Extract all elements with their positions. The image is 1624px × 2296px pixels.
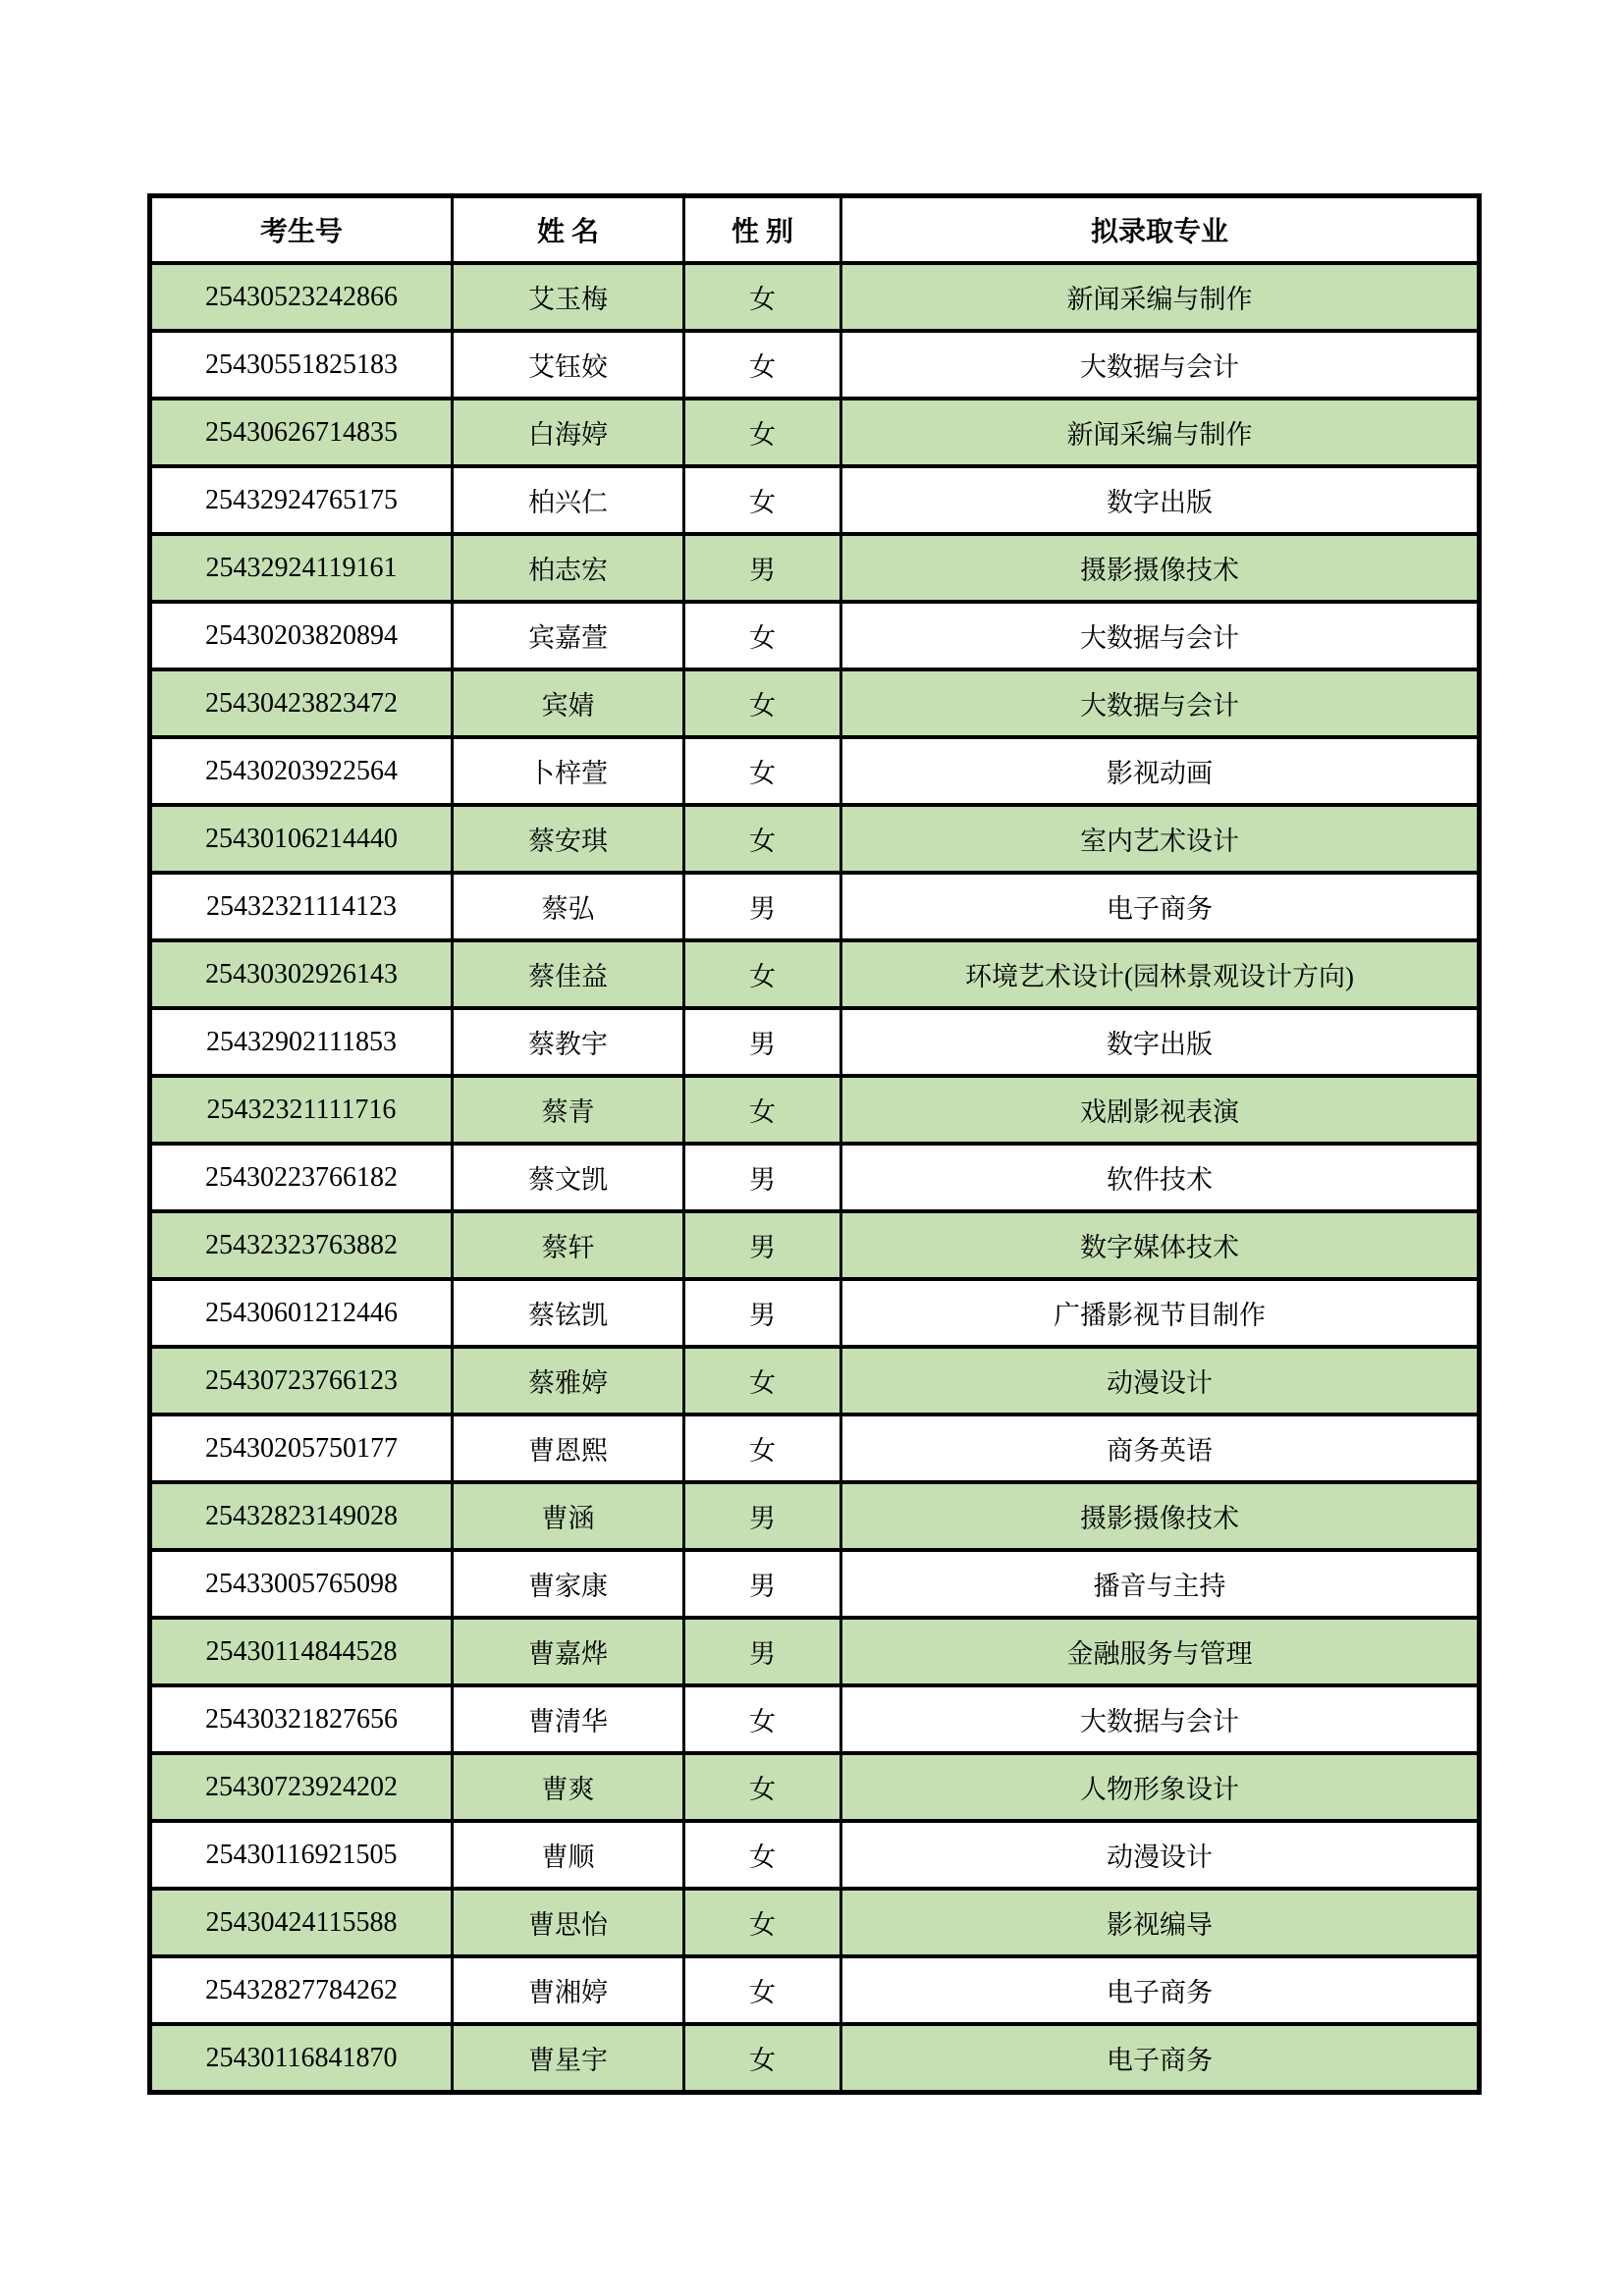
- name-cell: 白海婷: [453, 399, 684, 466]
- table-row: [150, 1889, 1480, 1956]
- major-cell: 环境艺术设计(园林景观设计方向): [841, 940, 1480, 1008]
- table-row: [150, 1076, 1480, 1144]
- table-row: [150, 2024, 1480, 2093]
- exam-no-cell: 25430551825183: [150, 331, 453, 399]
- major-cell: 新闻采编与制作: [841, 263, 1480, 331]
- name-cell: 蔡教宇: [453, 1008, 684, 1076]
- exam-no-cell: 25430205750177: [150, 1415, 453, 1482]
- name-cell: 蔡铉凯: [453, 1279, 684, 1347]
- major-cell: 大数据与会计: [841, 602, 1480, 669]
- roster-body: [150, 263, 1480, 2093]
- table-row: [150, 466, 1480, 534]
- gender-cell: 女: [684, 2024, 841, 2093]
- gender-cell: 女: [684, 1889, 841, 1956]
- table-row: [150, 737, 1480, 805]
- exam-no-cell: 25430116841870: [150, 2024, 453, 2093]
- exam-no-cell: 25430523242866: [150, 263, 453, 331]
- exam-no-cell: 25432827784262: [150, 1956, 453, 2024]
- exam-no-cell: 25430106214440: [150, 805, 453, 873]
- name-cell: 曹恩熙: [453, 1415, 684, 1482]
- table-row: [150, 1550, 1480, 1618]
- gender-cell: 女: [684, 263, 841, 331]
- exam-no-cell: 25430114844528: [150, 1618, 453, 1685]
- table-row: [150, 805, 1480, 873]
- name-cell: 柏志宏: [453, 534, 684, 602]
- table-row: [150, 1482, 1480, 1550]
- exam-no-cell: 25430626714835: [150, 399, 453, 466]
- table-row: [150, 399, 1480, 466]
- column-header-gender: 性 别: [684, 196, 841, 264]
- table-row: [150, 1685, 1480, 1753]
- name-cell: 曹清华: [453, 1685, 684, 1753]
- exam-no-cell: 25432924765175: [150, 466, 453, 534]
- table-row: [150, 263, 1480, 331]
- header-row: [150, 196, 1480, 264]
- gender-cell: 男: [684, 1211, 841, 1279]
- name-cell: 艾钰姣: [453, 331, 684, 399]
- exam-no-cell: 25432902111853: [150, 1008, 453, 1076]
- gender-cell: 女: [684, 1821, 841, 1889]
- major-cell: 播音与主持: [841, 1550, 1480, 1618]
- gender-cell: 女: [684, 399, 841, 466]
- name-cell: 曹涵: [453, 1482, 684, 1550]
- table-row: [150, 1211, 1480, 1279]
- exam-no-cell: 25430723924202: [150, 1753, 453, 1821]
- major-cell: 动漫设计: [841, 1347, 1480, 1415]
- name-cell: 柏兴仁: [453, 466, 684, 534]
- table-row: [150, 534, 1480, 602]
- table-row: [150, 1821, 1480, 1889]
- column-header-major: 拟录取专业: [841, 196, 1480, 264]
- column-header-name: 姓 名: [453, 196, 684, 264]
- name-cell: 曹嘉烨: [453, 1618, 684, 1685]
- table-row: [150, 331, 1480, 399]
- major-cell: 数字媒体技术: [841, 1211, 1480, 1279]
- major-cell: 大数据与会计: [841, 331, 1480, 399]
- name-cell: 蔡安琪: [453, 805, 684, 873]
- gender-cell: 女: [684, 737, 841, 805]
- exam-no-cell: 25433005765098: [150, 1550, 453, 1618]
- name-cell: 蔡雅婷: [453, 1347, 684, 1415]
- major-cell: 大数据与会计: [841, 669, 1480, 737]
- major-cell: 戏剧影视表演: [841, 1076, 1480, 1144]
- gender-cell: 女: [684, 1753, 841, 1821]
- name-cell: 曹爽: [453, 1753, 684, 1821]
- exam-no-cell: 25430423823472: [150, 669, 453, 737]
- gender-cell: 男: [684, 873, 841, 940]
- major-cell: 摄影摄像技术: [841, 534, 1480, 602]
- name-cell: 宾嘉萱: [453, 602, 684, 669]
- name-cell: 蔡弘: [453, 873, 684, 940]
- name-cell: 曹星宇: [453, 2024, 684, 2093]
- gender-cell: 女: [684, 940, 841, 1008]
- major-cell: 金融服务与管理: [841, 1618, 1480, 1685]
- gender-cell: 女: [684, 669, 841, 737]
- name-cell: 曹顺: [453, 1821, 684, 1889]
- gender-cell: 女: [684, 1347, 841, 1415]
- name-cell: 蔡佳益: [453, 940, 684, 1008]
- table-row: [150, 1347, 1480, 1415]
- admission-roster-table: [147, 193, 1482, 2095]
- gender-cell: 男: [684, 1550, 841, 1618]
- exam-no-cell: 25430601212446: [150, 1279, 453, 1347]
- name-cell: 曹湘婷: [453, 1956, 684, 2024]
- table-row: [150, 1008, 1480, 1076]
- gender-cell: 男: [684, 1482, 841, 1550]
- column-header-exam-no: 考生号: [150, 196, 453, 264]
- major-cell: 影视编导: [841, 1889, 1480, 1956]
- exam-no-cell: 25430302926143: [150, 940, 453, 1008]
- gender-cell: 女: [684, 1076, 841, 1144]
- exam-no-cell: 25432823149028: [150, 1482, 453, 1550]
- exam-no-cell: 25430321827656: [150, 1685, 453, 1753]
- gender-cell: 女: [684, 805, 841, 873]
- table-row: [150, 1144, 1480, 1211]
- major-cell: 影视动画: [841, 737, 1480, 805]
- exam-no-cell: 25432924119161: [150, 534, 453, 602]
- major-cell: 室内艺术设计: [841, 805, 1480, 873]
- exam-no-cell: 25432321111716: [150, 1076, 453, 1144]
- gender-cell: 女: [684, 1956, 841, 2024]
- major-cell: 大数据与会计: [841, 1685, 1480, 1753]
- table-row: [150, 1279, 1480, 1347]
- exam-no-cell: 25430723766123: [150, 1347, 453, 1415]
- exam-no-cell: 25430424115588: [150, 1889, 453, 1956]
- major-cell: 动漫设计: [841, 1821, 1480, 1889]
- major-cell: 电子商务: [841, 873, 1480, 940]
- table-row: [150, 1956, 1480, 2024]
- name-cell: 曹家康: [453, 1550, 684, 1618]
- gender-cell: 女: [684, 331, 841, 399]
- exam-no-cell: 25430203820894: [150, 602, 453, 669]
- name-cell: 蔡文凯: [453, 1144, 684, 1211]
- name-cell: 蔡青: [453, 1076, 684, 1144]
- major-cell: 摄影摄像技术: [841, 1482, 1480, 1550]
- exam-no-cell: 25432321114123: [150, 873, 453, 940]
- major-cell: 新闻采编与制作: [841, 399, 1480, 466]
- major-cell: 软件技术: [841, 1144, 1480, 1211]
- name-cell: 曹思怡: [453, 1889, 684, 1956]
- major-cell: 数字出版: [841, 466, 1480, 534]
- major-cell: 人物形象设计: [841, 1753, 1480, 1821]
- gender-cell: 男: [684, 1008, 841, 1076]
- name-cell: 宾婧: [453, 669, 684, 737]
- table-row: [150, 1753, 1480, 1821]
- major-cell: 商务英语: [841, 1415, 1480, 1482]
- exam-no-cell: 25430223766182: [150, 1144, 453, 1211]
- major-cell: 广播影视节目制作: [841, 1279, 1480, 1347]
- name-cell: 卜梓萱: [453, 737, 684, 805]
- name-cell: 艾玉梅: [453, 263, 684, 331]
- table-row: [150, 873, 1480, 940]
- major-cell: 电子商务: [841, 1956, 1480, 2024]
- major-cell: 电子商务: [841, 2024, 1480, 2093]
- gender-cell: 女: [684, 1415, 841, 1482]
- exam-no-cell: 25430116921505: [150, 1821, 453, 1889]
- exam-no-cell: 25430203922564: [150, 737, 453, 805]
- gender-cell: 男: [684, 1279, 841, 1347]
- table-row: [150, 1415, 1480, 1482]
- table-row: [150, 602, 1480, 669]
- gender-cell: 男: [684, 534, 841, 602]
- gender-cell: 男: [684, 1144, 841, 1211]
- major-cell: 数字出版: [841, 1008, 1480, 1076]
- gender-cell: 男: [684, 1618, 841, 1685]
- name-cell: 蔡轩: [453, 1211, 684, 1279]
- exam-no-cell: 25432323763882: [150, 1211, 453, 1279]
- gender-cell: 女: [684, 1685, 841, 1753]
- table-row: [150, 940, 1480, 1008]
- gender-cell: 女: [684, 466, 841, 534]
- table-row: [150, 1618, 1480, 1685]
- gender-cell: 女: [684, 602, 841, 669]
- table-row: [150, 669, 1480, 737]
